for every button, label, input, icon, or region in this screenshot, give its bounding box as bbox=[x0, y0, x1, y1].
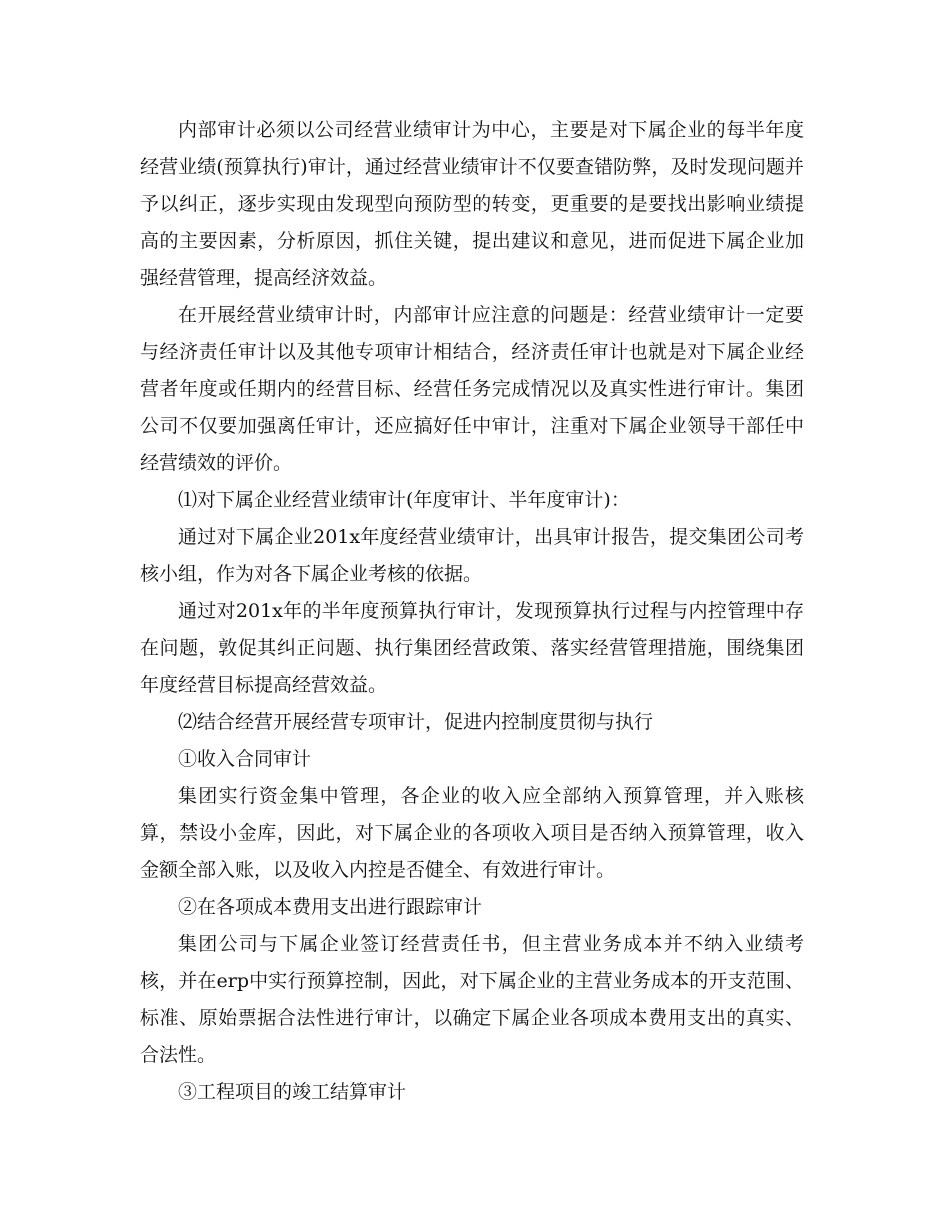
document-body bbox=[140, 112, 804, 1111]
subheading-project-settlement: ③工程项目的竣工结算审计 bbox=[178, 1081, 407, 1103]
paragraph-5: 集团实行资金集中管理，各企业的收入应全部纳入预算管理，并入账核算，禁设小金库，因此，对下属企业的各项收入项目是否纳入预算管理，收入金额全部入账，以及收入内控是否健全、有效进行审计。 bbox=[140, 785, 804, 881]
paragraph-4: 通过对201x年的半年度预算执行审计，发现预算执行过程与内控管理中存在问题，敦促其纠正问题、执行集团经营政策、落实经营管理措施，围绕集团年度经营目标提高经营效益。 bbox=[140, 600, 804, 696]
heading-item-1: ⑴对下属企业经营业绩审计(年度审计、半年度审计)： bbox=[178, 489, 630, 511]
paragraph-1: 内部审计必须以公司经营业绩审计为中心，主要是对下属企业的每半年度经营业绩(预算执行)审计，通过经营业绩审计不仅要查错防弊，及时发现问题并予以纠正，逐步实现由发现型向预防型的转变，更重要的是要找出影响业绩提高的主要因素，分析原因，抓住关键，提出建议和意见，进而促进下属企业加强经营管理，提高经济效益。 bbox=[140, 119, 804, 289]
subheading-income-contract: ①收入合同审计 bbox=[178, 748, 312, 770]
heading-item-2: ⑵结合经营开展经营专项审计，促进内控制度贯彻与执行 bbox=[178, 711, 654, 733]
paragraph-2: 在开展经营业绩审计时，内部审计应注意的问题是：经营业绩审计一定要与经济责任审计以及其他专项审计相结合，经济责任审计也就是对下属企业经营者年度或任期内的经营目标、经营任务完成情况以及真实性进行审计。集团公司不仅要加强离任审计，还应搞好任中审计，注重对下属企业领导干部任中经营绩效的评价。 bbox=[140, 304, 804, 474]
paragraph-3: 通过对下属企业201x年度经营业绩审计，出具审计报告，提交集团公司考核小组，作为对各下属企业考核的依据。 bbox=[140, 526, 804, 585]
paragraph-6: 集团公司与下属企业签订经营责任书，但主营业务成本并不纳入业绩考核，并在erp中实行预算控制，因此，对下属企业的主营业务成本的开支范围、标准、原始票据合法性进行审计，以确定下属企业各项成本费用支出的真实、合法性。 bbox=[140, 933, 804, 1066]
subheading-cost-tracking: ②在各项成本费用支出进行跟踪审计 bbox=[178, 896, 483, 918]
